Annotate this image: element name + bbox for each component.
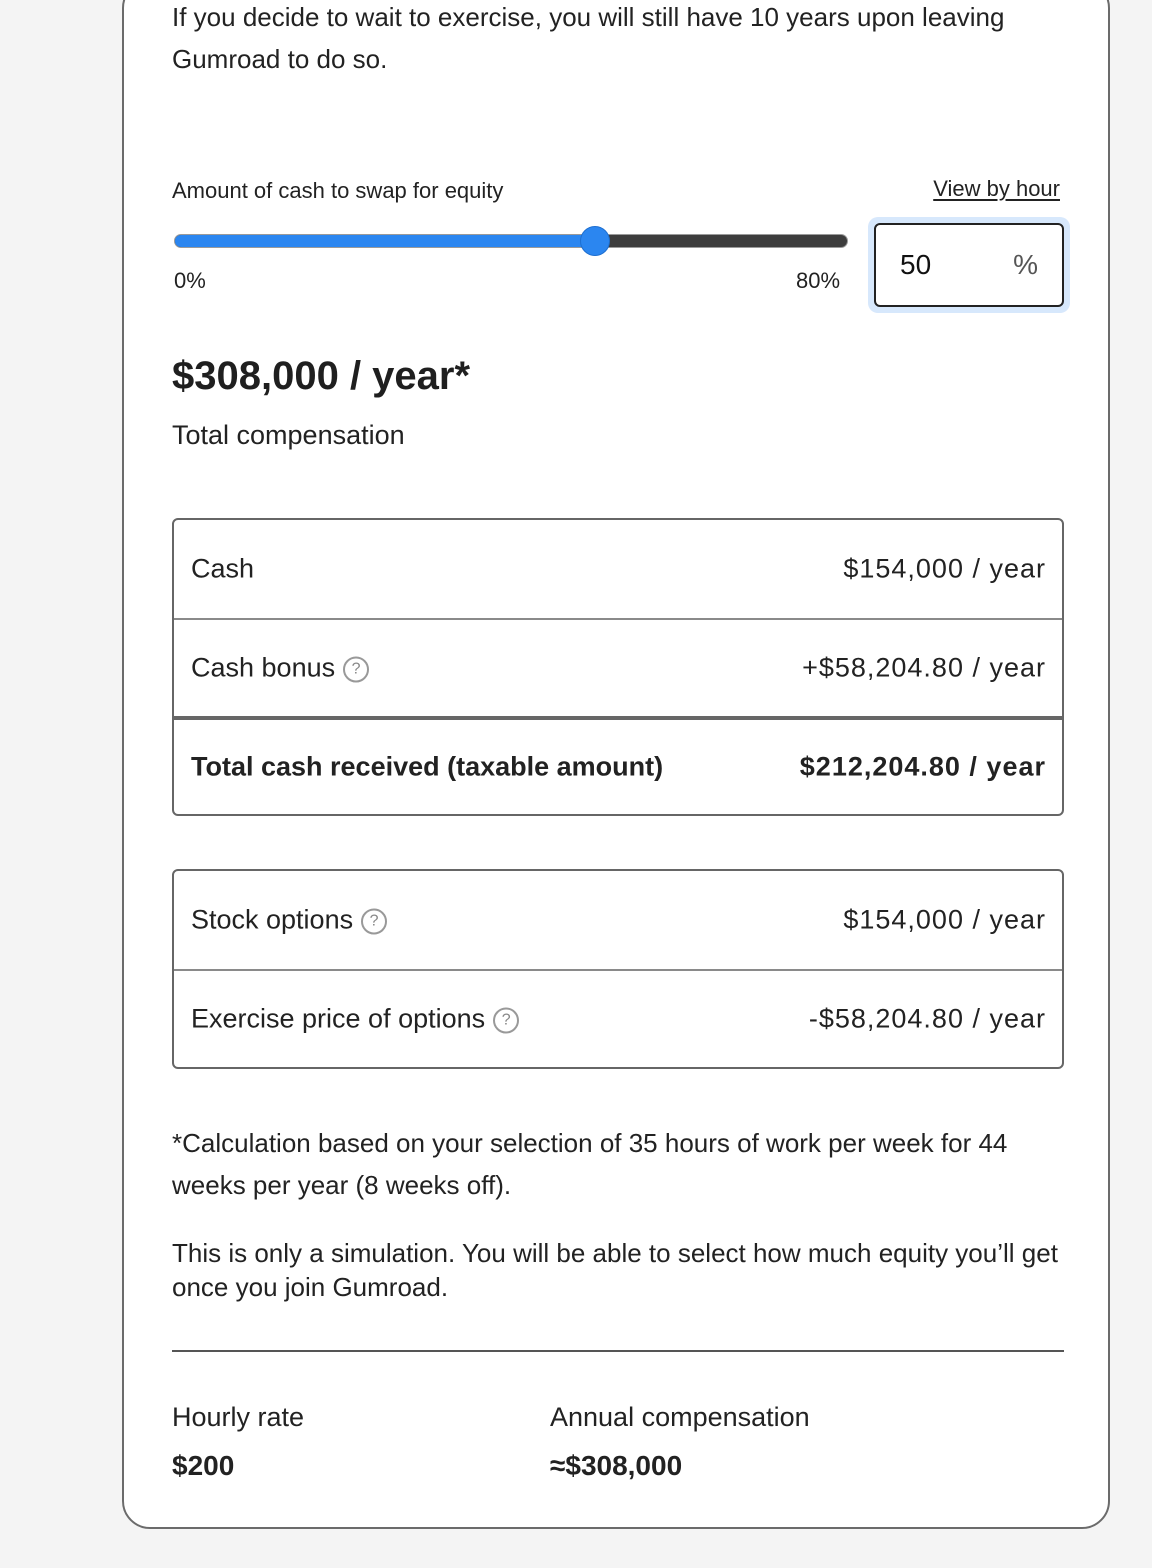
row-label: Stock options [191, 904, 354, 935]
row-value: $212,204.80 / year [799, 751, 1046, 782]
percent-unit: % [1013, 249, 1038, 280]
slider-max-label: 80% [796, 268, 841, 293]
row-label: Exercise price of options [191, 1003, 486, 1034]
table-row-cash [174, 520, 1062, 618]
view-by-hour-link[interactable]: View by hour [933, 176, 1060, 201]
slider-min-label: 0% [174, 268, 206, 293]
cash-table [172, 518, 1064, 816]
calculation-footnote: *Calculation based on your selection of 35 hours of work per week for 44 weeks per year (8 weeks off). [172, 1128, 1008, 1200]
row-label: Total cash received (taxable amount) [191, 751, 664, 782]
table-row-stock-options [174, 871, 1062, 969]
total-compensation-label: Total compensation [172, 420, 405, 450]
table-row-total-cash [174, 716, 1062, 814]
question-circle-icon[interactable]: ? [343, 657, 369, 683]
row-label: Cash [191, 553, 255, 584]
simulation-disclaimer: This is only a simulation. You will be able to select how much equity you’ll get once you join Gumroad. [172, 1238, 1058, 1302]
percent-input-value[interactable]: 50 [900, 249, 932, 280]
annual-compensation-label: Annual compensation [550, 1402, 810, 1432]
row-value: $154,000 / year [843, 553, 1046, 584]
row-label: Cash bonus [191, 652, 336, 683]
table-row-exercise-price [174, 969, 1062, 1067]
slider-label: Amount of cash to swap for equity [172, 178, 504, 203]
question-circle-icon[interactable]: ? [493, 1008, 519, 1034]
equity-table [172, 869, 1064, 1069]
equity-swap-slider[interactable] [174, 234, 848, 248]
table-row-cash-bonus [174, 618, 1062, 716]
percent-input-focus-ring [868, 217, 1070, 313]
row-value: -$58,204.80 / year [808, 1003, 1046, 1034]
annual-compensation-value: ≈$308,000 [550, 1450, 683, 1481]
slider-thumb[interactable] [580, 226, 610, 256]
divider [172, 1350, 1064, 1352]
row-value: +$58,204.80 / year [802, 652, 1046, 683]
hourly-rate-label: Hourly rate [172, 1402, 305, 1432]
total-compensation-value: $308,000 / year* [172, 354, 471, 398]
hourly-rate-value: $200 [172, 1450, 235, 1481]
slider-fill [175, 235, 595, 247]
row-value: $154,000 / year [843, 904, 1046, 935]
compensation-card [122, 0, 1110, 1529]
percent-input[interactable] [874, 223, 1064, 307]
question-circle-icon[interactable]: ? [361, 909, 387, 935]
exercise-info-text: If you decide to wait to exercise, you will still have 10 years upon leaving Gumroad to do so. [172, 2, 1005, 74]
